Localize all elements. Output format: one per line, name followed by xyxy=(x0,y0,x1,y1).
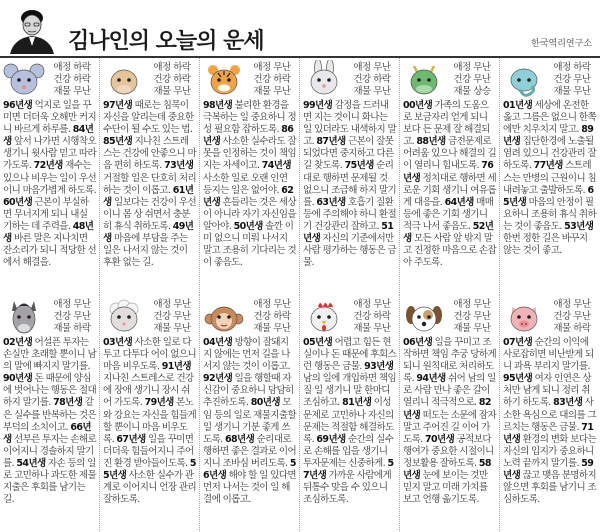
fortune-love: 애정 무난 xyxy=(53,299,91,310)
fortune-health: 건강 하락 xyxy=(353,74,391,85)
zodiac-cell-horse xyxy=(0,295,100,532)
sheep-icon xyxy=(102,297,146,337)
zodiac-cell-tiger xyxy=(200,58,300,295)
fortune-love: 애정 무난 xyxy=(153,299,191,310)
page-header xyxy=(0,0,600,56)
monkey-icon xyxy=(202,297,246,337)
fortune-text: 98년생 불리한 환경을 극복하는 일 중요하니 정성 필요함 잡하도록. 86년생 사소한 실수라도 잘못을 인정하는 것이 책임지는 자세이고. 74년생 사소한 일로 오랜 인연 등지는 일은 없어야. 62년생 흔들리는 것은 세상이 아니라 자기 자신임을 알아야. 50년생 솔깐 이미 없으니 미뤄 나서지 말고 조용히 기다리는 것이 좋음도. xyxy=(203,100,297,269)
zodiac-cell-rat xyxy=(0,58,100,295)
fortune-ratings xyxy=(546,299,598,335)
fortune-health: 건강 하락 xyxy=(153,74,191,85)
fortune-ratings xyxy=(46,62,98,98)
ox-icon xyxy=(102,60,146,100)
fortune-text: 03년생 사소한 일로 다투고 다투다 어이 없으니 마음 비우도록. 91년생 지나친 스트레스로 건강에 장애 생기니 장시 쉬어 가도록. 79년생 본노와 강요는 자신을 힘들게 할 뿐이니 마음 비우도록. 67년생 일을 꾸미면 더더욱 힘들어지니 주어진 환경 받아들이도록. 55년생 사소한 실수가 관계로 이어지니 언장 관리 잘하도록. xyxy=(103,337,197,506)
fortune-text: 05년생 어렵고 힘든 현실이나 돈 때문에 후회스런 행동은 금물. 93년생 남의 일에 개입하면 책임질 일 생기니 말 한마디 조심하고. 81년생 이성문제로 고민하나 자신의 문제는 적절함 해결하도록. 69년생 순간의 실수로 손해를 입을 생기니 투자문제는 신중하게. 57년생 가까운 사람에게 뒤통수 맞을 수 있으니 조심하도록. xyxy=(303,337,397,506)
fortune-health: 건강 무난 xyxy=(53,311,91,322)
fortune-ratings xyxy=(346,62,398,98)
fortune-wealth: 재물 무난 xyxy=(353,323,391,334)
fortune-health: 건강 무난 xyxy=(153,311,191,322)
fortune-wealth: 재물 무난 xyxy=(453,323,491,334)
zodiac-cell-snake xyxy=(500,58,600,295)
zodiac-cell-sheep xyxy=(100,295,200,532)
fortune-health: 건강 하락 xyxy=(253,74,291,85)
zodiac-cell-ox xyxy=(100,58,200,295)
fortune-love: 애정 무난 xyxy=(353,299,391,310)
author-portrait-icon xyxy=(8,4,56,54)
fortune-ratings xyxy=(346,299,398,335)
fortune-wealth: 재물 무난 xyxy=(53,86,91,97)
fortune-wealth: 재물 무난 xyxy=(253,323,291,334)
fortune-text: 99년생 감정을 드러내면 지는 것이니 화나는 일 있더라도 내색하지 말고. 87년생 근본이 잘못되었다면 중지하고 다른 길 찾도록. 75년생 순리대로 행하면 문제될 것 없으니 조급해 하지 말기를. 63년생 호흡기 질환 등에 주의해야 하니 환절기 건강관리 잘하고. 51년생 자신의 기준에서만 사람 평가하는 행동은 금물. xyxy=(303,100,397,269)
dog-icon xyxy=(402,297,446,337)
fortune-love: 애정 무난 xyxy=(453,299,491,310)
fortune-love: 애정 무난 xyxy=(353,62,391,73)
pig-icon xyxy=(502,297,546,337)
zodiac-cell-monkey xyxy=(200,295,300,532)
dragon-icon xyxy=(402,60,446,100)
fortune-love: 애정 하락 xyxy=(153,62,191,73)
fortune-wealth: 재물 무난 xyxy=(553,86,591,97)
horse-icon xyxy=(2,297,46,337)
fortune-wealth: 재물 하락 xyxy=(53,323,91,334)
fortune-love: 애정 무난 xyxy=(553,299,591,310)
fortune-love: 애정 무난 xyxy=(253,62,291,73)
fortune-text: 97년생 때로는 침묵이 자신을 알리는데 중요한 수단이 될 수도 있는 법. 85년생 지나친 스트레스는 건강에 안좋으니 마음 편히 하도록. 73년생 거절할 일은 단호히 처리하는 것이 이롭고. 61년생 일보다는 건강이 우선이니 몸 상 쉬면서 충분히 휴식 취하도록. 49년생 마음에 부담을 주는 일은 나서지 않는 것이 후환 없는 길. xyxy=(103,100,197,269)
fortune-wealth: 재물 상승 xyxy=(453,86,491,97)
zodiac-cell-rooster xyxy=(300,295,400,532)
fortune-health: 건강 무난 xyxy=(453,74,491,85)
fortune-ratings xyxy=(546,62,598,98)
fortune-wealth: 재물 무난 xyxy=(153,86,191,97)
fortune-health: 건강 하락 xyxy=(353,311,391,322)
fortune-ratings xyxy=(146,62,198,98)
fortune-health: 건강 무난 xyxy=(553,74,591,85)
fortune-health: 건강 무난 xyxy=(553,311,591,322)
fortune-ratings xyxy=(446,299,498,335)
tiger-icon xyxy=(202,60,246,100)
fortune-text: 00년생 가족의 도움으로 보금자리 얻게 되니 보다 든 문제 잘 해결되고. 88년생 금전문제로 어려움 있으나 해결의 길이 열리니 힘내도록. 76년생 정치대로 행하면 세로운 기회 생기니 여유롭게 대응을. 64년생 매매 등에 좋은 기회 생기니 적극 나서 좋음도. 52년생 모든 사람 앞 밖지 말고 진정한 마음으로 손잡아 주도록. xyxy=(403,100,497,269)
fortune-text: 02년생 어설픈 투자는 손실만 초래할 뿐이니 남의 말에 빠지지 말기를. 90년생 돈 때문에 양심에 벗어나는 행동은 절대 하지 말기를. 78년생 같은 실수를 반복하는 것은 부덕의 소치이고. 66년생 선부른 투자는 손해로 이어지니 경솔하지 말기를. 54년생 자손 등의 일로 고민하나 과도한 제물 지출은 후회를 남기는 길. xyxy=(3,337,97,506)
fortune-health: 건강 하락 xyxy=(253,311,291,322)
fortune-love: 애정 무난 xyxy=(253,299,291,310)
fortune-wealth: 재물 하락 xyxy=(553,323,591,334)
fortune-text: 96년생 억지로 일을 꾸미면 더더욱 오해만 커지니 바르게 하루를. 84년생 앞서 나가면 시행착오 생기니 윗사람 믿고 따라가도록. 72년생 재수는 있으나 비우는 일이 우선이니 마음가볍게 하도록. 60년생 근본이 부실하면 무너지게 되니 내실 기하는 데 주력을. 48년생 바른 말은 지나치면 잔소리가 되니 적당한 선에서 해결을. xyxy=(3,100,97,269)
fortune-text: 04년생 방향이 잘돼지지 않에는 먼저 길을 나서지 않는 것이 이롭고. 92년생 일을 행할때 자신감이 중요하니 담담히 추진하도록. 80년생 모임 등의 일로 재물지출할 일 생기니 기분 좋게 쓰도록. 68년생 순리대로 행하면 좋은 결과로 이어지니 조바심 버리도록. 56년생 해야 할 일 있다면 먼저 나서는 것이 일 해결에 이롭고. xyxy=(203,337,297,506)
fortune-ratings xyxy=(46,299,98,335)
rabbit-icon xyxy=(302,60,346,100)
source-label: 한국역리연구소 xyxy=(531,39,592,49)
rooster-icon xyxy=(302,297,346,337)
fortune-text: 07년생 순간의 이익에 사로잡히면 비난받게 되니 과욕 부리지 말기를. 95년생 여자 인연은 상처만 남게 되니 정리 취하기 하도록. 83년생 사소한 욕심으로 대의를 그르치는 행동은 금물. 71년생 환경의 변화 보다는 자신의 입지가 중요하니 노력 끝까지 말기를. 59년생 끊고 맺음 분명하지 않으면 후회를 남기니 조심하도록. xyxy=(503,337,597,506)
fortune-ratings xyxy=(146,299,198,335)
fortune-love: 애정 무난 xyxy=(453,62,491,73)
fortune-ratings xyxy=(246,299,298,335)
fortune-wealth: 재물 무난 xyxy=(153,323,191,334)
zodiac-cell-rabbit xyxy=(300,58,400,295)
zodiac-grid xyxy=(0,58,600,532)
fortune-wealth: 재물 무난 xyxy=(353,86,391,97)
fortune-health: 건강 무난 xyxy=(453,311,491,322)
fortune-health: 건강 하락 xyxy=(53,74,91,85)
zodiac-cell-pig xyxy=(500,295,600,532)
fortune-love: 애정 하락 xyxy=(53,62,91,73)
page-title: 김나인의 오늘의 운세 xyxy=(68,29,264,54)
fortune-ratings xyxy=(246,62,298,98)
fortune-text: 06년생 일을 꾸미고 조작하면 책임 추궁 당하게 되니 원칙대로 처리하도록. 94년생 쉬어 남의 일로 사람 만나 좋은 갈이 열리니 적극적으로. 82년생 떠도는 소문에 잠자 말고 주어진 길 이어 가도록. 70년생 공적보다 행여가 중요한 시절이니 정보활용 잘하도록. 58년생 눈에 보이는 것만 믿지 말고 미래 가치를 보고 언행 옮기도록. xyxy=(403,337,497,506)
zodiac-cell-dog xyxy=(400,295,500,532)
fortune-wealth: 재물 무난 xyxy=(253,86,291,97)
zodiac-cell-dragon xyxy=(400,58,500,295)
fortune-text: 01년생 세상에 온전한 옳고 그름은 없으니 한쪽에만 치우치지 말고. 89년생 집단한경에 노출될 염려 있으니 건강관리 잘하도록. 77년생 스트레스는 만병의 근원이니 침내려놓고 출발하도록. 65년생 마음의 안정이 필요하니 조용히 휴식 취하는 것이 좋음도. 53년생 한번 정한 길은 바꾸지 않는 것이 좋고. xyxy=(503,100,597,257)
rat-icon xyxy=(2,60,46,100)
snake-icon xyxy=(502,60,546,100)
fortune-love: 애정 하락 xyxy=(553,62,591,73)
fortune-ratings xyxy=(446,62,498,98)
